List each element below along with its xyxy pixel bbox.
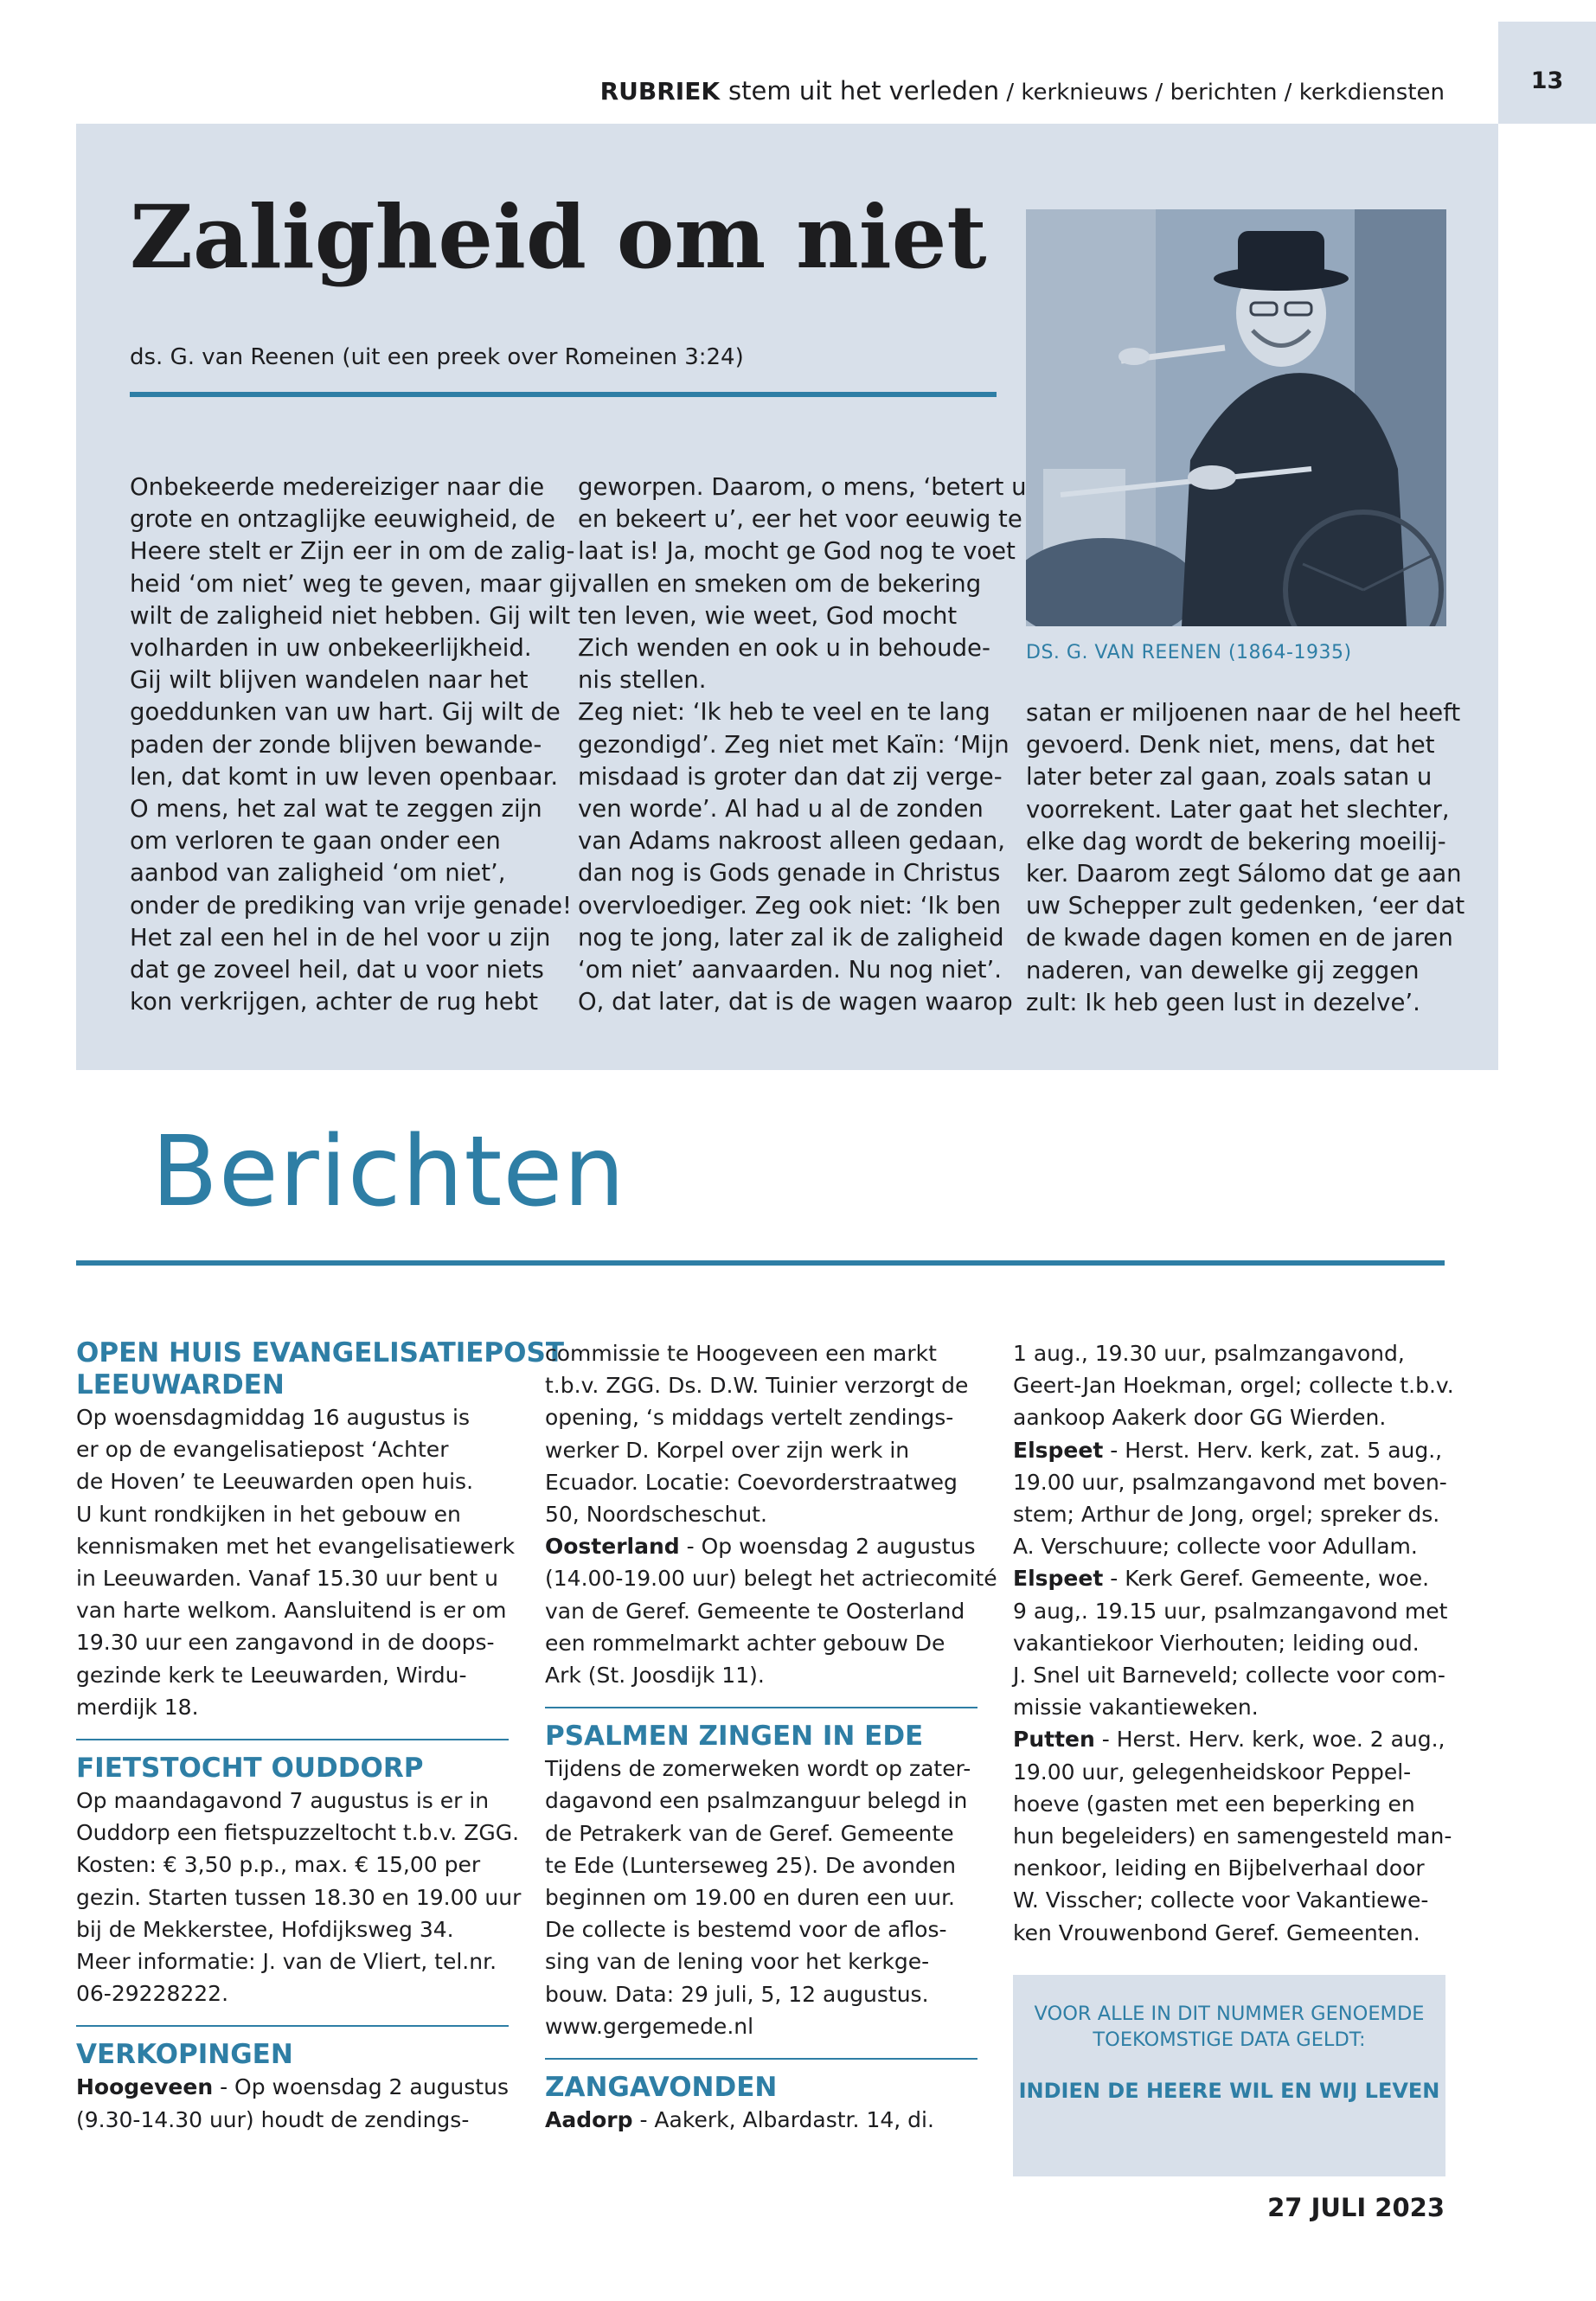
text-line: 19.00 uur, gelegenheidskoor Peppel- [1013,1759,1412,1785]
text-line: misdaad is groter dan dat zij verge- [578,762,1003,791]
text-line: 06-29228222. [76,1981,229,2007]
text-line [76,2071,509,2103]
article-byline: ds. G. van Reenen (uit een preek over Romeinen 3:24) [130,344,744,370]
text-run: - Kerk Geref. Gemeente, woe. [1103,1566,1430,1592]
text-line [1013,1562,1445,1594]
text-line: 9 aug,. 19.15 uur, psalmzangavond met [1013,1598,1448,1624]
text-line: de Petrakerk van de Geref. Gemeente [545,1820,954,1846]
place-name: Putten [1013,1727,1095,1753]
text-run: - Herst. Herv. kerk, woe. 2 aug., [1094,1727,1445,1753]
notice-emphasis: INDIEN DE HEERE WIL EN WIJ LEVEN [1018,2079,1440,2103]
berichten-column-3 [1013,1337,1454,1949]
text-line: vakantiekoor Vierhouten; leiding oud. [1013,1630,1420,1656]
text-line: len, dat komt in uw leven openbaar. [130,762,559,791]
text-line: W. Visscher; collecte voor Vakantiewe- [1013,1888,1429,1913]
article-title-rule [130,392,997,397]
text-line: en bekeert u’, eer het voor eeuwig te [578,505,1022,534]
text-line: nog te jong, later zal ik de zaligheid [578,923,1004,952]
text-line: geworpen. Daarom, o mens, ‘betert u [578,473,1027,501]
text-line: kon verkrijgen, achter de rug hebt [130,988,539,1016]
text-line: uw Schepper zult gedenken, ‘eer dat [1026,892,1465,920]
text-line: O, dat later, dat is de wagen waarop [578,988,1013,1016]
portrait-photo [1026,209,1446,626]
text-line: hun begeleiders) en samengesteld man- [1013,1823,1452,1849]
page-number: 13 [1530,67,1564,94]
text-line: A. Verschuure; collecte voor Adullam. [1013,1534,1418,1560]
section-heading-open-huis: OPEN HUIS EVANGELISATIEPOST [76,1337,564,1368]
text-line: aanbod van zaligheid ‘om niet’, [130,859,506,888]
text-line: bij de Mekkerstee, Hofdijksweg 34. [76,1916,454,1942]
place-name: Elspeet [1013,1566,1104,1592]
text-line: gezondigd’. Zeg niet met Kaïn: ‘Mijn [578,730,1010,759]
text-line [1013,1723,1445,1755]
text-line: laat is! Ja, mocht ge God nog te voet [578,537,1016,566]
text-line: J. Snel uit Barneveld; collecte voor com- [1013,1663,1445,1689]
text-line: Geert-Jan Hoekman, orgel; collecte t.b.v. [1013,1373,1454,1399]
article-column-2 [578,471,1027,1018]
text-line: kennismaken met het evangelisatiewerk [76,1533,516,1559]
rubriek-label: RUBRIEK [599,77,721,106]
text-line: van de Geref. Gemeente te Oosterland [545,1598,965,1624]
text-line: De collecte is bestemd voor de aflos- [545,1917,947,1943]
text-line: dan nog is Gods genade in Christus [578,859,1001,888]
text-line: vallen en smeken om de bekering [578,569,982,598]
article-title: Zaligheid om niet [130,186,987,288]
text-line: opening, ‘s middags vertelt zendings- [545,1405,954,1431]
text-run: - Op woensdag 2 augustus [679,1534,976,1560]
notice-line-2: TOEKOMSTIGE DATA GELDT: [1093,2029,1366,2051]
notice-line-1: VOOR ALLE IN DIT NUMMER GENOEMDE [1034,2003,1425,2025]
text-line: gezin. Starten tussen 18.30 en 19.00 uur [76,1884,522,1910]
text-line: de kwade dagen komen en de jaren [1026,924,1453,952]
text-line: zult: Ik heb geen lust in dezelve’. [1026,988,1420,1016]
section-divider [76,1739,509,1740]
text-line: overvloediger. Zeg ook niet: ‘Ik ben [578,891,1002,920]
text-line: stem; Arthur de Jong, orgel; spreker ds. [1013,1502,1440,1528]
text-line: merdijk 18. [76,1694,199,1720]
section-header [600,76,1445,106]
text-line: Tijdens de zomerweken wordt op zater- [545,1756,971,1782]
text-line: ken Vrouwenbond Geref. Gemeenten. [1013,1920,1420,1945]
text-line: sing van de lening voor het kerkge- [545,1949,930,1975]
text-line: 19.30 uur een zangavond in de doops- [76,1630,495,1656]
text-line: er op de evangelisatiepost ‘Achter [76,1437,449,1463]
text-line [1013,1434,1445,1466]
text-line: dagavond een psalmzanguur belegd in [545,1788,968,1814]
section-heading-open-huis-line2: LEEUWARDEN [76,1369,285,1400]
text-line: een rommelmarkt achter gebouw De [545,1630,945,1656]
text-line: Op maandagavond 7 augustus is er in [76,1788,490,1814]
text-run: - Herst. Herv. kerk, zat. 5 aug., [1103,1437,1443,1463]
text-line: te Ede (Lunterseweg 25). De avonden [545,1852,956,1878]
text-line: bouw. Data: 29 juli, 5, 12 augustus. [545,1981,929,2007]
text-run: - Aakerk, Albardastr. 14, di. [632,2107,934,2133]
notice-box [1013,1975,1445,2176]
text-line [545,2104,977,2136]
section-divider [76,2025,509,2027]
section-heading-verkopingen: VERKOPINGEN [76,2039,293,2071]
text-line: 19.00 uur, psalmzangavond met boven- [1013,1469,1447,1495]
text-line: ‘om niet’ aanvaarden. Nu nog niet’. [578,956,1003,984]
text-line: Op woensdagmiddag 16 augustus is [76,1405,470,1430]
text-line: wilt de zaligheid niet hebben. Gij wilt [130,601,571,630]
text-line: heid ‘om niet’ weg te geven, maar gij [130,569,578,598]
text-line: werker D. Korpel over zijn werk in [545,1437,910,1463]
text-line [545,1530,977,1562]
text-line: Gij wilt blijven wandelen naar het [130,666,529,695]
text-line: voorrekent. Later gaat het slechter, [1026,795,1450,824]
section-divider [545,1707,977,1708]
section-heading-psalmen: PSALMEN ZINGEN IN EDE [545,1721,924,1753]
berichten-rule [76,1260,1445,1266]
text-line: grote en ontzaglijke eeuwigheid, de [130,505,555,534]
text-line: ven worde’. Al had u al de zonden [578,795,984,824]
place-name: Elspeet [1013,1437,1104,1463]
article-column-1 [130,471,577,1018]
text-line: elke dag wordt de bekering moeilij- [1026,827,1446,856]
issue-date: 27 JULI 2023 [1267,2193,1445,2222]
place-name: Aadorp [545,2107,633,2133]
berichten-column-2 [545,1337,997,2136]
place-name: Hoogeveen [76,2074,214,2100]
rubriek-other-sections: / kerknieuws / berichten / kerkdiensten [999,80,1445,106]
text-line: om verloren te gaan onder een [130,827,501,856]
text-line: van harte welkom. Aansluitend is er om [76,1598,507,1624]
text-line: U kunt rondkijken in het gebouw en [76,1501,461,1527]
text-line: 1 aug., 19.30 uur, psalmzangavond, [1013,1341,1405,1366]
text-line: volharden in uw onbekeerlijkheid. [130,634,532,663]
text-line: onder de prediking van vrije genade! [130,891,573,920]
text-line: ten leven, wie weet, God mocht [578,601,958,630]
berichten-title: Berichten [151,1116,626,1228]
text-line: commissie te Hoogeveen een markt [545,1341,937,1366]
photo-caption: DS. G. VAN REENEN (1864-1935) [1026,642,1352,663]
text-line: van Adams nakroost alleen gedaan, [578,827,1006,856]
text-line: 50, Noordscheschut. [545,1502,767,1528]
text-line: aankoop Aakerk door GG Wierden. [1013,1405,1387,1431]
section-heading-fietstocht: FIETSTOCHT OUDDORP [76,1753,424,1785]
notice-text [1013,2001,1445,2053]
text-line: Zich wenden en ook u in behoude- [578,634,990,663]
text-line: t.b.v. ZGG. Ds. D.W. Tuinier verzorgt de [545,1373,969,1399]
text-line: paden der zonde blijven bewande- [130,730,542,759]
text-line: Het zal een hel in de hel voor u zijn [130,923,551,952]
text-line: dat ge zoveel heil, dat u voor niets [130,956,544,984]
section-divider [545,2058,977,2060]
place-name: Oosterland [545,1534,680,1560]
text-line: naderen, van dewelke gij zeggen [1026,956,1420,984]
text-line: nis stellen. [578,666,707,695]
text-line: (14.00-19.00 uur) belegt het actriecomité [545,1566,997,1592]
text-line: Meer informatie: J. van de Vliert, tel.nr. [76,1949,497,1975]
text-run: - Op woensdag 2 augustus [213,2074,509,2100]
article-column-3 [1026,697,1465,1019]
text-line: missie vakantieweken. [1013,1695,1259,1721]
text-line: Ecuador. Locatie: Coevorderstraatweg [545,1469,958,1495]
text-line: gezinde kerk te Leeuwarden, Wirdu- [76,1662,467,1688]
text-line: later beter zal gaan, zoals satan u [1026,763,1433,792]
text-line: Zeg niet: ‘Ik heb te veel en te lang [578,698,990,727]
berichten-column-1 [76,1337,564,2136]
text-line: Ouddorp een fietspuzzeltocht t.b.v. ZGG. [76,1820,520,1846]
text-line: Onbekeerde medereiziger naar die [130,473,545,501]
text-line: Ark (St. Joosdijk 11). [545,1663,765,1689]
text-line: in Leeuwarden. Vanaf 15.30 uur bent u [76,1566,498,1592]
text-line: de Hoven’ te Leeuwarden open huis. [76,1469,474,1495]
website-link[interactable]: www.gergemede.nl [545,2013,754,2039]
text-line: ker. Daarom zegt Sálomo dat ge aan [1026,860,1462,888]
text-line: satan er miljoenen naar de hel heeft [1026,699,1461,727]
text-line: beginnen om 19.00 en duren een uur. [545,1885,955,1911]
text-line: nenkoor, leiding en Bijbelverhaal door [1013,1856,1425,1881]
text-line: Kosten: € 3,50 p.p., max. € 15,00 per [76,1852,481,1878]
text-line: goeddunken van uw hart. Gij wilt de [130,698,561,727]
text-line: Heere stelt er Zijn eer in om de zalig- [130,537,575,566]
text-line: gevoerd. Denk niet, mens, dat het [1026,731,1435,760]
text-line: O mens, het zal wat te zeggen zijn [130,795,542,824]
text-line: hoeve (gasten met een beperking en [1013,1791,1415,1817]
text-line: (9.30-14.30 uur) houdt de zendings- [76,2106,470,2132]
section-heading-zangavonden: ZANGAVONDEN [545,2072,778,2104]
rubriek-current: stem uit het verleden [728,76,1000,106]
